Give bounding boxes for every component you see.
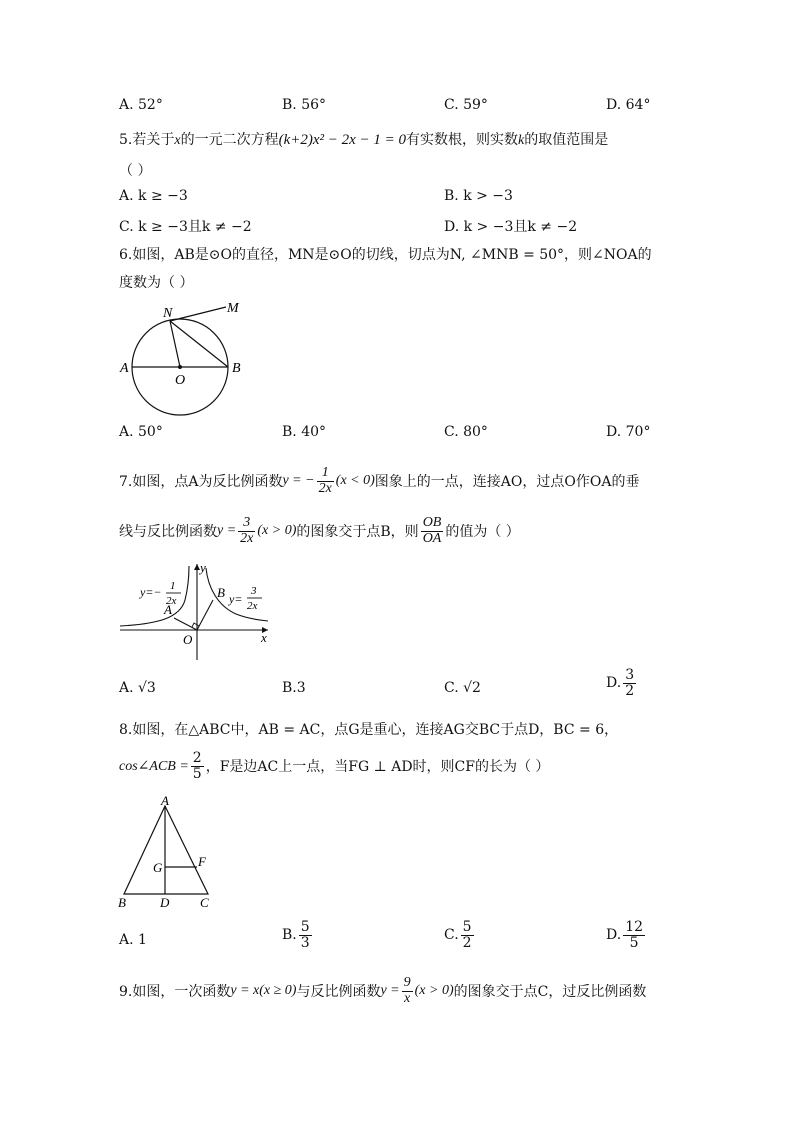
q4-option-a: A. 52° (119, 97, 163, 113)
q6-option-c: C. 80° (444, 424, 488, 440)
q4-option-c: C. 59° (444, 97, 488, 113)
q7-option-c: C. √2 (444, 680, 481, 696)
label-b: B (118, 895, 126, 910)
q7-option-a: A. √3 (119, 680, 156, 696)
label-a: A (164, 602, 172, 617)
q4-option-d: D. 64° (606, 97, 651, 113)
q8-option-c: C. $\frac{5}{2}$ (444, 919, 472, 951)
label-b: B (217, 585, 225, 600)
q7-option-d: D. $\frac{3}{2}$ (606, 667, 635, 699)
q5-option-d: D. k > −3且k ≠ −2 (444, 219, 578, 235)
q5-option-c: C. k ≥ −3且k ≠ −2 (119, 219, 252, 235)
label-n: N (163, 306, 173, 321)
label-a: A (120, 361, 129, 376)
q5-option-b: B. k > −3 (444, 188, 513, 204)
fraction: $\frac{5}{3}$ (300, 919, 310, 951)
q8-option-b: B. $\frac{5}{3}$ (282, 919, 310, 951)
label-m: M (227, 301, 239, 316)
q6-option-a: A. 50° (119, 424, 163, 440)
q7-stem-line1: 7.如图，点A为反比例函数 y = − $\frac{1}{2x}$ (x < 0) 图象上的一点，连接AO，过点O作OA的垂 (119, 464, 640, 496)
q4-option-b: B. 56° (282, 97, 327, 113)
q8-stem-line1: 8.如图，在△ABC中，AB = AC，点G是重心，连接AG交BC于点D，BC = 6， (119, 722, 619, 738)
left-formula-num: 1 (170, 580, 176, 592)
q7-option-b: B.3 (282, 680, 306, 696)
label-o: O (175, 373, 186, 388)
q6-stem-line1: 6.如图，AB是⊙O的直径，MN是⊙O的切线，切点为N, ∠MNB = 50°，则∠NOA的 (119, 247, 652, 263)
segment-ob (197, 600, 213, 630)
fraction: $\frac{9}{x}$ (403, 974, 411, 1006)
right-angle-mark (192, 623, 199, 627)
q5-option-a: A. k ≥ −3 (119, 188, 188, 204)
right-formula-den: 2x (247, 600, 258, 612)
q8-option-d: D. $\frac{12}{5}$ (606, 919, 644, 951)
left-formula-lhs: y=− (140, 585, 162, 599)
center-point (178, 365, 182, 369)
q8-option-a: A. 1 (119, 932, 147, 948)
fraction: $\frac{2}{5}$ (192, 749, 202, 782)
fraction: $\frac{12}{5}$ (625, 919, 644, 951)
label-f: F (198, 854, 206, 869)
triangle-abc (124, 806, 208, 894)
label-c: C (200, 895, 209, 910)
q8-triangle-figure (112, 794, 222, 912)
q7-hyperbola-figure (118, 560, 278, 662)
fraction: $\frac{1}{2x}$ (318, 464, 332, 496)
fraction: $\frac{5}{2}$ (462, 919, 472, 951)
label-x: x (261, 630, 267, 645)
label-g: G (153, 860, 163, 875)
right-formula-num: 3 (251, 585, 257, 597)
fraction: $\frac{3}{2x}$ (240, 514, 254, 546)
q6-stem-line2: 度数为（ ） (119, 275, 194, 291)
q5-equation: (k+2)x² − 2x − 1 = 0 (278, 132, 407, 148)
label-y: y (200, 560, 206, 575)
right-formula-lhs: y= (229, 592, 243, 606)
label-o: O (183, 632, 193, 647)
label-a: A (161, 794, 169, 808)
fraction: $\frac{3}{2}$ (625, 667, 635, 699)
q6-option-d: D. 70° (606, 424, 651, 440)
label-d: D (160, 895, 170, 910)
tangent-mn (170, 307, 226, 321)
q5-stem: 5.若关于x的一元二次方程(k+2)x² − 2x − 1 = 0有实数根，则实数k的取值范围是 (119, 132, 609, 148)
q5-answer-paren: （ ） (119, 163, 152, 179)
q7-stem-line2: 线与反比例函数 y = $\frac{3}{2x}$ (x > 0) 的图象交于点B，则 $\frac{OB}{OA}$ 的值为（ ） (119, 514, 520, 546)
q8-stem-line2: cos∠ACB = $\frac{2}{5}$ ，F是边AC上一点，当FG ⊥ AD时，则CF的长为（ ） (119, 749, 550, 782)
q9-stem: 9.如图，一次函数 y = x(x ≥ 0) 与反比例函数 y = $\frac{9}{x}$ (x > 0) 的图象交于点C，过反比例函数 (119, 974, 647, 1006)
ratio-fraction: $\frac{OB}{OA}$ (422, 514, 442, 546)
q6-circle-figure (110, 296, 260, 421)
left-formula-den: 2x (166, 595, 177, 607)
label-b: B (232, 361, 241, 376)
q6-option-b: B. 40° (282, 424, 327, 440)
